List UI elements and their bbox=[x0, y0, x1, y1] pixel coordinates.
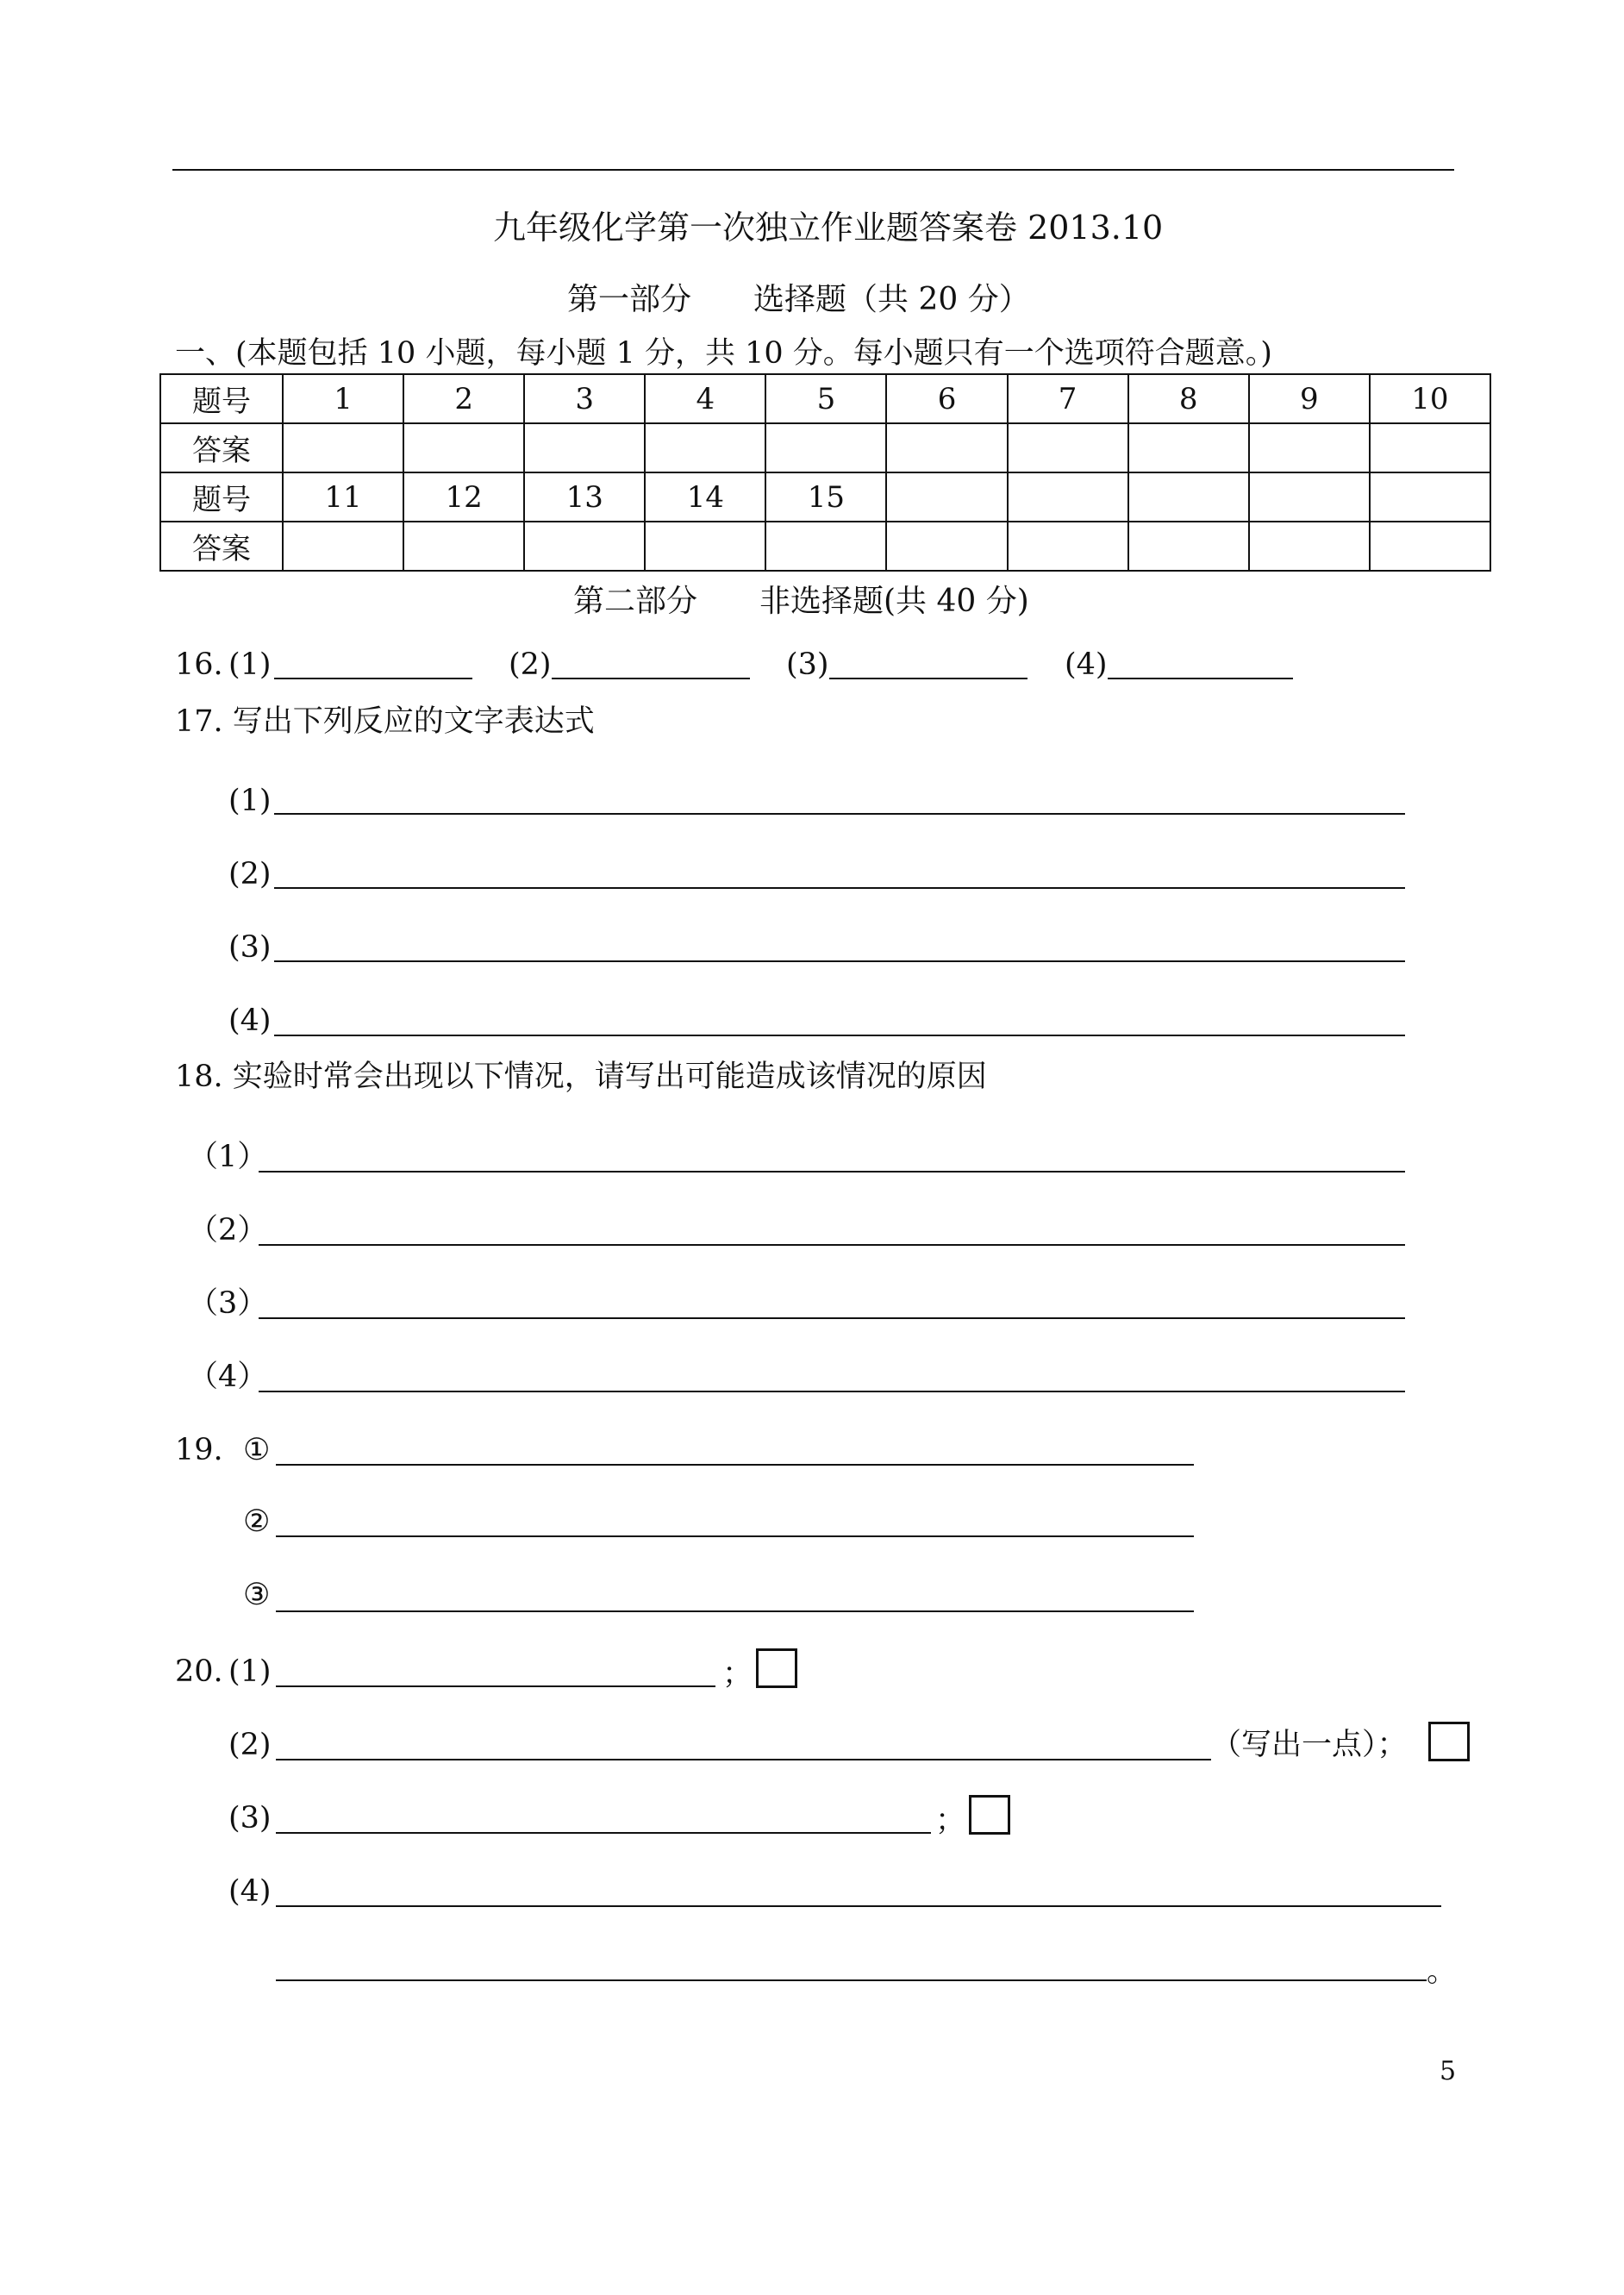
q18-blank-4[interactable] bbox=[259, 1391, 1405, 1392]
q16-blank-1[interactable] bbox=[274, 678, 472, 679]
q17-blank-1[interactable] bbox=[274, 813, 1405, 815]
q19-blank-3[interactable] bbox=[276, 1610, 1194, 1612]
q20-part1-label: (1) bbox=[228, 1654, 272, 1689]
q17-part3-label: (3) bbox=[228, 930, 272, 965]
q20-blank-2[interactable] bbox=[276, 1759, 1211, 1760]
q16-blank-2[interactable] bbox=[552, 678, 750, 679]
q16-part3-label: (3) bbox=[786, 647, 829, 682]
answer-cell[interactable] bbox=[1128, 522, 1249, 571]
q20-blank-4a[interactable] bbox=[276, 1905, 1441, 1907]
table-row bbox=[160, 423, 1490, 472]
answer-cell[interactable] bbox=[1370, 522, 1490, 571]
q20-part1-semicolon: ； bbox=[722, 1657, 753, 1692]
question-number: 8 bbox=[1128, 374, 1249, 423]
q20-end-mark: 。 bbox=[1427, 1954, 1458, 1989]
answer-cell[interactable] bbox=[403, 522, 524, 571]
question-number: 5 bbox=[765, 374, 886, 423]
question-number: 3 bbox=[524, 374, 645, 423]
page-title: 九年级化学第一次独立作业题答案卷 2013.10 bbox=[493, 209, 1164, 247]
question-number: 11 bbox=[283, 472, 403, 522]
question-number: 9 bbox=[1249, 374, 1370, 423]
q20-score-box-2[interactable] bbox=[1428, 1722, 1470, 1761]
answer-cell[interactable] bbox=[1008, 522, 1128, 571]
q18-blank-3[interactable] bbox=[259, 1317, 1405, 1319]
q16-part1-label: (1) bbox=[228, 647, 272, 682]
answer-cell[interactable] bbox=[1249, 522, 1370, 571]
q17-blank-3[interactable] bbox=[274, 960, 1405, 962]
q16-blank-3[interactable] bbox=[829, 678, 1027, 679]
table-row bbox=[160, 472, 1490, 522]
q18-part4-label: （4） bbox=[188, 1360, 268, 1394]
question-number bbox=[1249, 472, 1370, 522]
q18-blank-2[interactable] bbox=[259, 1244, 1405, 1246]
q17-part4-label: (4) bbox=[228, 1004, 272, 1038]
answer-cell[interactable] bbox=[1008, 423, 1128, 472]
part2-heading: 第二部分 非选择题(共 40 分) bbox=[573, 584, 1029, 619]
row-label-question: 题号 bbox=[160, 374, 283, 423]
question-number: 4 bbox=[645, 374, 765, 423]
table-row bbox=[160, 374, 1490, 423]
question-number: 14 bbox=[645, 472, 765, 522]
question-number bbox=[886, 472, 1007, 522]
answer-cell[interactable] bbox=[645, 423, 765, 472]
q20-blank-4b[interactable] bbox=[276, 1979, 1427, 1981]
q19-item2-label: ② bbox=[243, 1504, 271, 1539]
answer-cell[interactable] bbox=[283, 423, 403, 472]
q18-part2-label: （2） bbox=[188, 1213, 268, 1248]
q16-blank-4[interactable] bbox=[1108, 678, 1293, 679]
question-number: 6 bbox=[886, 374, 1007, 423]
answer-cell[interactable] bbox=[283, 522, 403, 571]
q20-part4-label: (4) bbox=[228, 1874, 272, 1909]
question-number bbox=[1128, 472, 1249, 522]
q20-part2-note: （写出一点）； bbox=[1211, 1728, 1408, 1762]
answer-cell[interactable] bbox=[1370, 423, 1490, 472]
table-row bbox=[160, 522, 1490, 571]
question-number: 1 bbox=[283, 374, 403, 423]
q16-label: 16. bbox=[175, 647, 223, 682]
q16-part4-label: (4) bbox=[1065, 647, 1108, 682]
answer-cell[interactable] bbox=[1249, 423, 1370, 472]
question-number: 13 bbox=[524, 472, 645, 522]
question-number: 15 bbox=[765, 472, 886, 522]
row-label-answer: 答案 bbox=[160, 423, 283, 472]
question-number: 7 bbox=[1008, 374, 1128, 423]
answer-cell[interactable] bbox=[765, 423, 886, 472]
q18-blank-1[interactable] bbox=[259, 1171, 1405, 1173]
part1-instruction: 一、(本题包括 10 小题，每小题 1 分，共 10 分。每小题只有一个选项符合题意。) bbox=[175, 336, 1272, 371]
question-number bbox=[1370, 472, 1490, 522]
answer-cell[interactable] bbox=[524, 423, 645, 472]
q17-part2-label: (2) bbox=[228, 857, 272, 891]
question-number: 2 bbox=[403, 374, 524, 423]
question-number: 12 bbox=[403, 472, 524, 522]
row-label-answer: 答案 bbox=[160, 522, 283, 571]
q20-part3-semicolon: ； bbox=[935, 1804, 966, 1838]
q16-part2-label: (2) bbox=[509, 647, 552, 682]
answer-cell[interactable] bbox=[886, 522, 1007, 571]
answer-cell[interactable] bbox=[645, 522, 765, 571]
answer-cell[interactable] bbox=[524, 522, 645, 571]
question-number bbox=[1008, 472, 1128, 522]
q18-prompt: 18. 实验时常会出现以下情况，请写出可能造成该情况的原因 bbox=[175, 1060, 987, 1094]
q20-score-box-1[interactable] bbox=[756, 1648, 797, 1688]
q20-blank-3[interactable] bbox=[276, 1832, 931, 1834]
row-label-question: 题号 bbox=[160, 472, 283, 522]
q18-part1-label: （1） bbox=[188, 1140, 268, 1174]
q19-label: 19. bbox=[175, 1433, 223, 1467]
q20-blank-1[interactable] bbox=[276, 1685, 715, 1687]
q18-part3-label: （3） bbox=[188, 1286, 268, 1321]
part1-heading: 第一部分 选择题（共 20 分） bbox=[567, 282, 1030, 317]
q17-blank-4[interactable] bbox=[274, 1035, 1405, 1036]
answer-cell[interactable] bbox=[886, 423, 1007, 472]
q19-item1-label: ① bbox=[243, 1433, 271, 1467]
answer-cell[interactable] bbox=[403, 423, 524, 472]
q20-part2-label: (2) bbox=[228, 1728, 272, 1762]
q20-label: 20. bbox=[175, 1654, 223, 1689]
q19-blank-2[interactable] bbox=[276, 1535, 1194, 1537]
header-rule bbox=[172, 169, 1454, 171]
question-number: 10 bbox=[1370, 374, 1490, 423]
answer-cell[interactable] bbox=[1128, 423, 1249, 472]
answer-cell[interactable] bbox=[765, 522, 886, 571]
q17-blank-2[interactable] bbox=[274, 887, 1405, 889]
page-number: 5 bbox=[1440, 2056, 1457, 2086]
q19-blank-1[interactable] bbox=[276, 1464, 1194, 1466]
q17-prompt: 17. 写出下列反应的文字表达式 bbox=[175, 704, 595, 739]
q20-part3-label: (3) bbox=[228, 1801, 272, 1835]
answer-table bbox=[159, 373, 1491, 572]
q19-item3-label: ③ bbox=[243, 1578, 271, 1612]
q17-part1-label: (1) bbox=[228, 784, 272, 818]
q20-score-box-3[interactable] bbox=[969, 1795, 1010, 1835]
